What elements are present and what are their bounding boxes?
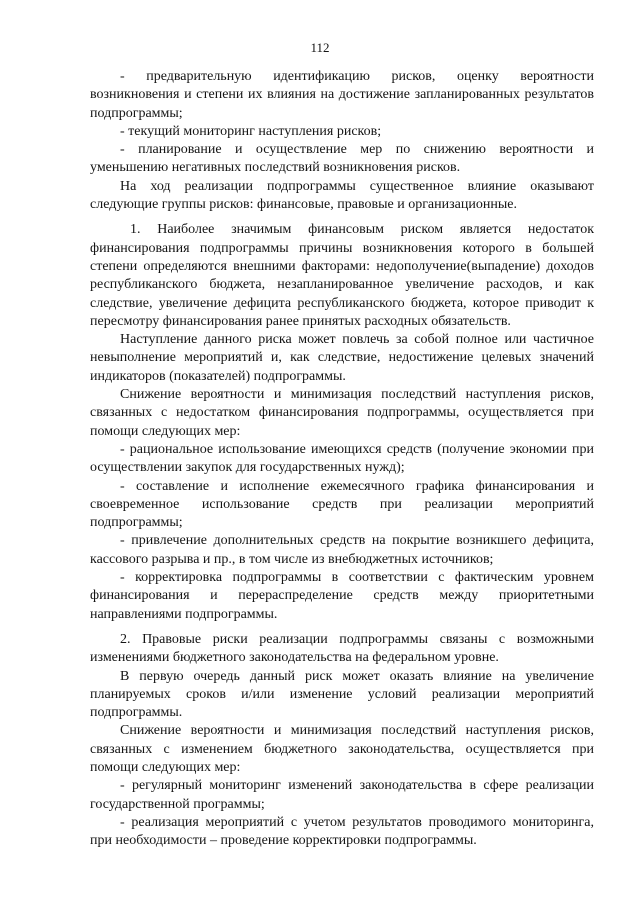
- paragraph: На ход реализации подпрограммы существенное влияние оказывают следующие группы рисков: финансовые, правовые и организационные.: [90, 178, 594, 213]
- paragraph: - рациональное использование имеющихся средств (получение экономии при осуществлении закупок для государственных нужд);: [90, 441, 594, 476]
- paragraph: - привлечение дополнительных средств на покрытие возникшего дефицита, кассового разрыва и пр., в том числе из внебюджетных источников;: [90, 533, 594, 567]
- paragraph: Наступление данного риска может повлечь за собой полное или частичное невыполнение мероприятий и, как следствие, недостижение целевых значений индикаторов (показателей) подпрограммы.: [90, 332, 594, 384]
- paragraph: В первую очередь данный риск может оказать влияние на увеличение планируемых сроков и/или изменение условий реализации мероприятий подпрограммы.: [90, 668, 594, 721]
- paragraph: 1. Наиболее значимым финансовым риском является недостаток финансирования подпрограммы причины возникновения которого в большей степени определяются внешними факторами: недополучение(выпадение) доходов республиканского бюджета, незапланированное увеличение расходов, и как следствие, увеличение дефицита республиканского бюджета, которое приводит к пересмотру финансирования ранее принятых расходных обязательств.: [90, 222, 594, 329]
- paragraph: - планирование и осуществление мер по снижению вероятности и уменьшению негативных последствий возникновения рисков.: [90, 142, 594, 176]
- paragraph: - составление и исполнение ежемесячного графика финансирования и своевременное использование средств при реализации мероприятий подпрограммы;: [90, 478, 594, 531]
- paragraph: 2. Правовые риски реализации подпрограммы связаны с возможными изменениями бюджетного законодательства на федеральном уровне.: [90, 631, 594, 666]
- paragraph: - корректировка подпрограммы в соответствии с фактическим уровнем финансирования и перераспределение средств между приоритетными направлениями подпрограммы.: [90, 570, 594, 622]
- paragraph: - регулярный мониторинг изменений законодательства в сфере реализации государственной программы;: [90, 778, 594, 812]
- paragraph: - реализация мероприятий с учетом результатов проводимого мониторинга, при необходимости – проведение корректировки подпрограммы.: [90, 814, 594, 849]
- page-number: 112: [310, 40, 330, 55]
- document-body: [90, 68, 594, 850]
- paragraph: Снижение вероятности и минимизация последствий наступления рисков, связанных с недостатком финансирования подпрограммы, осуществляется при помощи следующих мер:: [90, 387, 594, 439]
- paragraph: Снижение вероятности и минимизация последствий наступления рисков, связанных с изменением бюджетного законодательства, осуществляется при помощи следующих мер:: [90, 723, 594, 775]
- paragraph: - предварительную идентификацию рисков, оценку вероятности возникновения и степени их влияния на достижение запланированных результатов подпрограммы;: [90, 69, 594, 121]
- paragraph: - текущий мониторинг наступления рисков;: [120, 123, 382, 139]
